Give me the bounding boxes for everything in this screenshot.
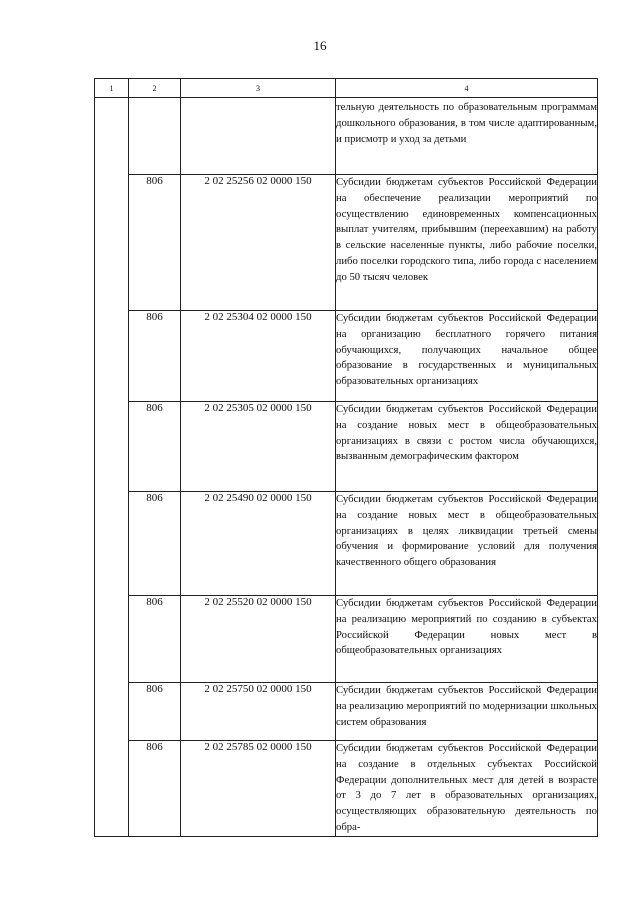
table-row <box>95 596 598 683</box>
kbk-code-cell: 2 02 25490 02 0000 150 <box>181 492 336 596</box>
kbk-code-cell <box>181 98 336 175</box>
column-number-2: 2 <box>129 79 181 98</box>
revenue-name-cell: Субсидии бюджетам субъектов Российской Федерации на создание новых мест в общеобразовательных организациях в целях ликвидации третьей смены обучения и формирование условий для получения качественного общего образования <box>336 492 598 596</box>
admin-code-cell: 806 <box>129 741 181 837</box>
admin-code-cell: 806 <box>129 492 181 596</box>
table-row <box>95 175 598 311</box>
admin-code-cell: 806 <box>129 175 181 311</box>
kbk-code-cell: 2 02 25256 02 0000 150 <box>181 175 336 311</box>
kbk-code-cell: 2 02 25750 02 0000 150 <box>181 683 336 741</box>
revenue-name-cell: Субсидии бюджетам субъектов Российской Федерации на организацию бесплатного горячего питания обучающихся, получающих начальное общее образование в государственных и муниципальных образовательных организациях <box>336 311 598 402</box>
budget-classification-table <box>94 78 598 837</box>
row-number-cell <box>95 98 129 837</box>
kbk-code-cell: 2 02 25304 02 0000 150 <box>181 311 336 402</box>
column-number-1: 1 <box>95 79 129 98</box>
table-row <box>95 98 598 175</box>
admin-code-cell: 806 <box>129 402 181 492</box>
kbk-code-cell: 2 02 25305 02 0000 150 <box>181 402 336 492</box>
revenue-name-cell: Субсидии бюджетам субъектов Российской Федерации на обеспечение реализации мероприятий по осуществлению единовременных компенсационных выплат учителям, прибывшим (переехавшим) на работу в сельские населенные пункты, либо рабочие поселки, либо поселки городского типа, либо города с населением до 50 тысяч человек <box>336 175 598 311</box>
revenue-name-cell: Субсидии бюджетам субъектов Российской Федерации на создание новых мест в общеобразовательных организациях в связи с ростом числа обучающихся, вызванным демографическим фактором <box>336 402 598 492</box>
table-row <box>95 311 598 402</box>
admin-code-cell <box>129 98 181 175</box>
revenue-name-cell: Субсидии бюджетам субъектов Российской Федерации на создание в отдельных субъектах Российской Федерации дополнительных мест для детей в возрасте от 3 до 7 лет в образовательных организациях, осуществляющих образовательную деятельность по обра- <box>336 741 598 837</box>
page-number: 16 <box>313 38 327 53</box>
table-row <box>95 741 598 837</box>
revenue-name-cell: Субсидии бюджетам субъектов Российской Федерации на реализацию мероприятий по созданию в субъектах Российской Федерации новых мест в общеобразовательных организациях <box>336 596 598 683</box>
admin-code-cell: 806 <box>129 683 181 741</box>
table-row <box>95 683 598 741</box>
table-row <box>95 492 598 596</box>
admin-code-cell: 806 <box>129 596 181 683</box>
column-number-row <box>95 79 598 98</box>
admin-code-cell: 806 <box>129 311 181 402</box>
revenue-name-cell: тельную деятельность по образовательным программам дошкольного образования, в том числе адаптированным, и присмотр и уход за детьми <box>336 98 598 175</box>
kbk-code-cell: 2 02 25520 02 0000 150 <box>181 596 336 683</box>
column-number-4: 4 <box>336 79 598 98</box>
kbk-code-cell: 2 02 25785 02 0000 150 <box>181 741 336 837</box>
column-number-3: 3 <box>181 79 336 98</box>
table-row <box>95 402 598 492</box>
revenue-name-cell: Субсидии бюджетам субъектов Российской Федерации на реализацию мероприятий по модернизации школьных систем образования <box>336 683 598 741</box>
